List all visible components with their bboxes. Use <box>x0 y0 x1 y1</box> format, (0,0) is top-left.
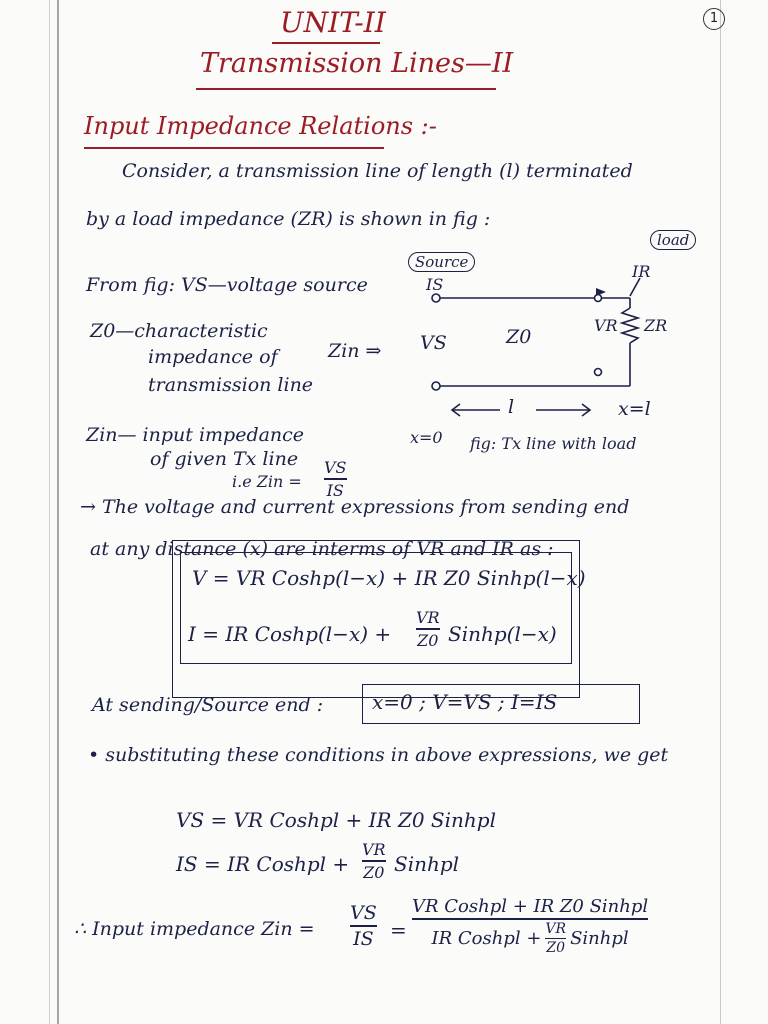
result-frac2-denominator <box>432 921 629 957</box>
result-lead: ∴ Input impedance Zin = <box>74 918 315 940</box>
load-label: load <box>650 230 696 250</box>
zr-label: ZR <box>644 316 668 335</box>
input-terminal-top <box>432 294 440 302</box>
fraction-bar <box>545 938 566 940</box>
page-number: 1 <box>703 8 725 30</box>
def-zin-line1: Zin— input impedance <box>86 424 305 446</box>
current-equation-fraction <box>416 608 440 650</box>
def-vs: From fig: VS—voltage source <box>86 274 368 296</box>
ir-label: IR <box>632 262 651 281</box>
is-equation-left: IS = IR Coshpl + <box>176 852 350 876</box>
zin-arrow-label: Zin ⇒ <box>328 340 382 362</box>
input-terminal-bottom <box>432 382 440 390</box>
current-equation-right: Sinhp(l−x) <box>448 622 557 646</box>
def-zin-line3: i.e Zin = <box>232 472 302 491</box>
is-fraction-numerator: VR <box>362 840 386 859</box>
vs-equation: VS = VR Coshpl + IR Z0 Sinhpl <box>176 808 496 832</box>
result-equals: = <box>390 918 407 942</box>
def-z0-line2: impedance of <box>148 346 278 368</box>
vs-label: VS <box>420 332 447 354</box>
def-z0-line1: Z0—characteristic <box>90 320 268 342</box>
intro-line-2: by a load impedance (ZR) is shown in fig : <box>86 208 491 230</box>
figure-caption: fig: Tx line with load <box>470 434 637 453</box>
def-zin-numerator: VS <box>324 458 347 477</box>
intro-line-1: Consider, a transmission line of length (l) terminated <box>122 160 633 182</box>
is-equation-right: Sinhpl <box>394 852 460 876</box>
length-label: l <box>508 396 515 418</box>
chapter-title: Transmission Lines—II <box>200 48 514 79</box>
output-terminal-top <box>595 295 602 302</box>
result-frac1-denominator: IS <box>353 927 374 950</box>
source-label: Source <box>408 252 475 272</box>
voltage-equation: V = VR Coshp(l−x) + IR Z0 Sinhp(l−x) <box>192 566 586 590</box>
z0-label: Z0 <box>506 326 532 348</box>
expr-intro-line2: at any distance (x) are interms of VR and IR as : <box>90 538 554 560</box>
def-zin-line2: of given Tx line <box>150 448 299 470</box>
current-arrowhead <box>596 288 606 296</box>
xl-label: x=l <box>618 398 651 420</box>
unit-title: UNIT-II <box>280 6 386 39</box>
x0-label: x=0 <box>410 428 443 447</box>
current-fraction-denominator: Z0 <box>417 630 439 650</box>
sending-end-conditions: x=0 ; V=VS ; I=IS <box>372 690 558 714</box>
vr-label: VR <box>594 316 618 335</box>
fraction-bar <box>362 860 386 862</box>
is-equation-fraction <box>362 840 386 882</box>
is-fraction-denominator: Z0 <box>363 862 385 882</box>
section-heading: Input Impedance Relations :- <box>84 112 437 140</box>
result-frac2-numerator: VR Coshpl + IR Z0 Sinhpl <box>412 896 649 917</box>
result-fraction-1 <box>350 902 377 950</box>
def-z0-line3: transmission line <box>148 374 314 396</box>
result-inner-denominator: Z0 <box>546 940 566 956</box>
current-equation-left: I = IR Coshp(l−x) + <box>188 622 392 646</box>
result-inner-fraction <box>545 921 566 957</box>
expr-intro-line1: → The voltage and current expressions from sending end <box>80 496 630 518</box>
result-frac2-den-left: IR Coshpl + <box>431 927 542 949</box>
result-frac1-numerator: VS <box>350 902 377 924</box>
result-frac2-den-right: Sinhpl <box>570 927 629 949</box>
result-fraction-2 <box>412 896 648 956</box>
def-zin-denominator: IS <box>326 480 344 500</box>
is-label: IS <box>426 275 444 294</box>
output-terminal-bottom <box>595 369 602 376</box>
fraction-bar <box>416 628 440 630</box>
current-fraction-numerator: VR <box>416 608 440 627</box>
fraction-bar <box>350 925 377 927</box>
fraction-bar <box>412 918 648 920</box>
substituting-line: • substituting these conditions in above expressions, we get <box>88 744 669 766</box>
result-inner-numerator: VR <box>545 920 567 937</box>
sending-end-label: At sending/Source end : <box>92 694 324 716</box>
load-resistor-icon <box>622 308 638 343</box>
